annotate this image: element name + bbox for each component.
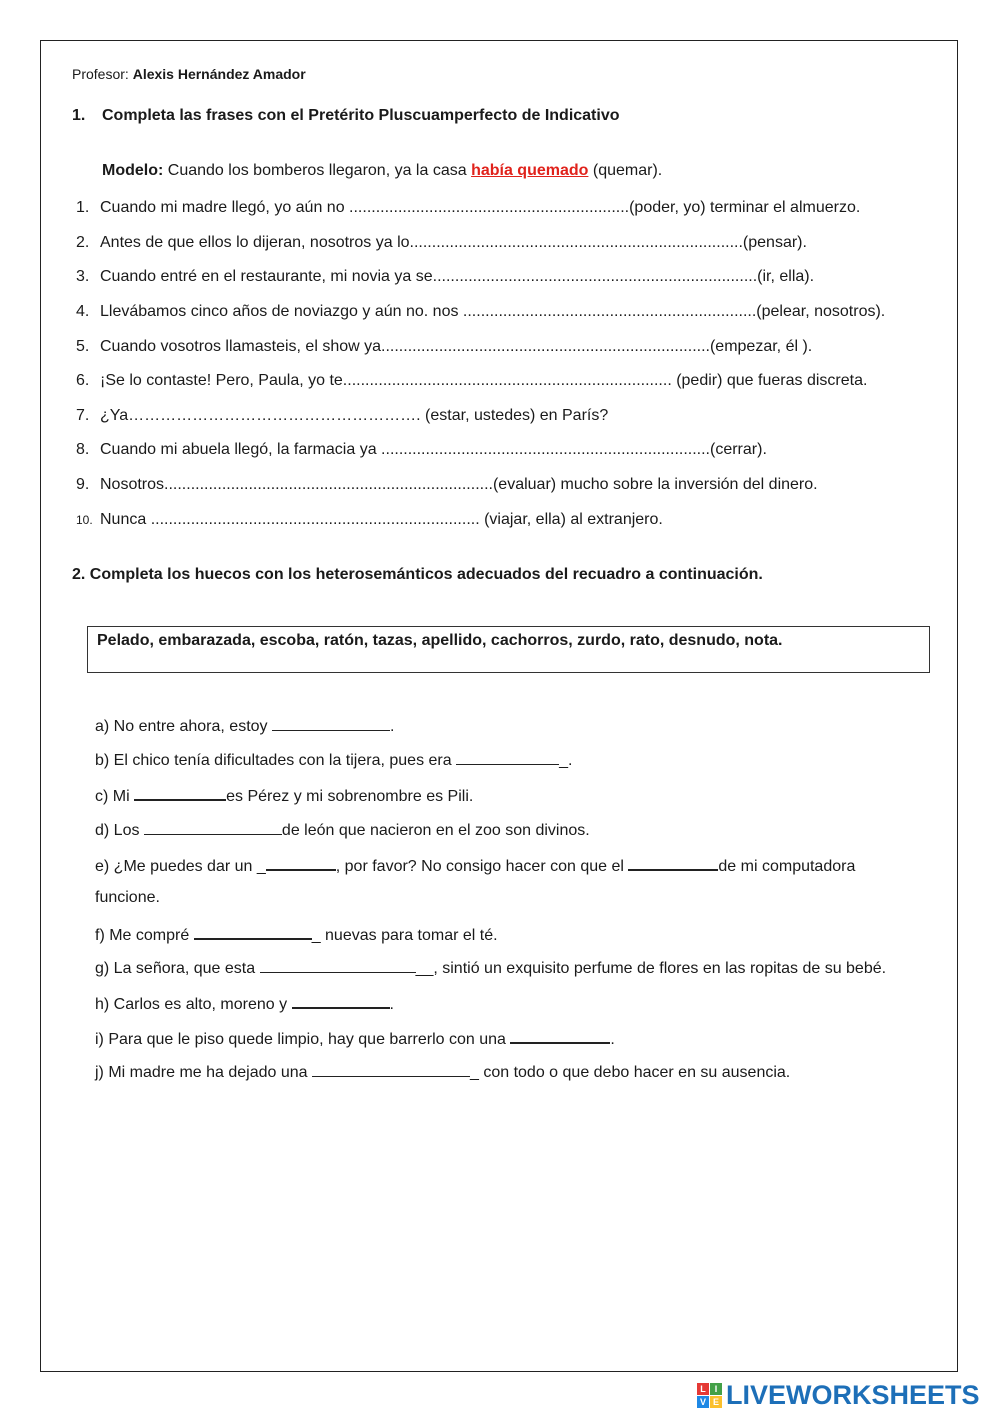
gap-text: _ con todo o que debo hacer en su ausencia. [470, 1064, 791, 1081]
gap-text: i) Para que le piso quede limpio, hay que barrerlo con una [95, 1031, 511, 1048]
exercise-item-2[interactable] [76, 234, 807, 252]
logo-mark-icon [697, 1383, 722, 1408]
answer-blank-g[interactable] [260, 958, 416, 973]
teacher-line [72, 66, 306, 82]
answer-blank-b[interactable] [456, 750, 559, 765]
gap-text: _ nuevas para tomar el té. [311, 927, 498, 944]
item-text: Llevábamos cinco años de noviazgo y aún no. nos ..................................................................(pelear, nosotros). [100, 303, 886, 320]
gap-sentence-e [95, 855, 855, 876]
logo-text: LIVEWORKSHEETS [726, 1379, 980, 1410]
model-answer: había quemado [471, 162, 589, 179]
exercise-item-3[interactable] [76, 268, 814, 286]
logo-letter: E [710, 1396, 722, 1408]
answer-blank-h[interactable] [292, 993, 390, 1009]
model-label: Modelo: [102, 162, 164, 179]
gap-sentence-f [95, 924, 498, 945]
gap-text: . [389, 996, 394, 1013]
gap-text: j) Mi madre me ha dejado una [95, 1064, 312, 1081]
word-bank-box [87, 626, 930, 673]
exercise-item-7[interactable] [76, 407, 608, 425]
logo-letter: I [710, 1383, 722, 1395]
gap-text: f) Me compré [95, 927, 194, 944]
item-text: Nosotros..........................................................................(evaluar) mucho sobre la inversión del dinero. [100, 476, 818, 493]
word-bank: Pelado, embarazada, escoba, ratón, tazas, apellido, cachorros, zurdo, rato, desnudo, nota. [97, 632, 783, 649]
liveworksheets-logo[interactable] [697, 1380, 992, 1410]
exercise-item-8[interactable] [76, 441, 767, 459]
item-number: 6. [76, 372, 90, 389]
exercise-item-5[interactable] [76, 338, 812, 356]
answer-blank-i[interactable] [510, 1028, 610, 1044]
item-number: 3. [76, 268, 90, 285]
gap-text: c) Mi [95, 788, 135, 805]
gap-text: d) Los [95, 822, 144, 839]
gap-text: h) Carlos es alto, moreno y [95, 996, 292, 1013]
gap-text: funcione. [95, 889, 160, 906]
item-number: 2. [76, 234, 90, 251]
answer-blank-d[interactable] [144, 820, 282, 835]
gap-text: e) ¿Me puedes dar un _ [95, 858, 266, 875]
model-after: (quemar). [588, 162, 663, 179]
section1-number: 1. [72, 107, 86, 124]
answer-blank-e2[interactable] [628, 855, 718, 871]
teacher-label: Profesor: [72, 66, 129, 82]
item-text: Cuando entré en el restaurante, mi novia ya se.........................................................................(ir, ella). [100, 268, 815, 285]
section1-heading [72, 107, 620, 125]
gap-text: de mi computadora [718, 858, 856, 875]
item-text: Cuando vosotros llamasteis, el show ya..........................................................................(empezar, él ). [100, 338, 813, 355]
logo-letter: V [697, 1396, 709, 1408]
gap-text: b) El chico tenía dificultades con la tijera, pues era [95, 752, 457, 769]
answer-blank-j[interactable] [312, 1062, 470, 1077]
exercise-item-4[interactable] [76, 303, 885, 321]
item-text: Cuando mi madre llegó, yo aún no ...............................................................(poder, yo) terminar el almuerzo. [100, 199, 861, 216]
gap-sentence-i [95, 1028, 615, 1049]
item-number: 9. [76, 476, 90, 493]
gap-sentence-g [95, 958, 886, 978]
answer-blank-e1[interactable] [266, 855, 336, 871]
gap-sentence-e-continued [95, 889, 160, 907]
gap-sentence-b [95, 750, 572, 770]
gap-text: . [610, 1031, 615, 1048]
model-before: Cuando los bomberos llegaron, ya la casa [163, 162, 472, 179]
item-number: 1. [76, 199, 90, 216]
gap-text: de león que nacieron en el zoo son divinos. [281, 822, 590, 839]
gap-text: g) La señora, que esta [95, 960, 260, 977]
gap-sentence-j [95, 1062, 790, 1082]
item-text: Nunca .......................................................................... (viajar, ella) al extranjero. [100, 511, 663, 528]
gap-text: . [389, 718, 395, 735]
exercise-item-10[interactable] [76, 511, 663, 529]
answer-blank-c[interactable] [134, 785, 226, 801]
item-text: Cuando mi abuela llegó, la farmacia ya ..........................................................................(cerrar). [100, 441, 767, 458]
section1-title: Completa las frases con el Pretérito Pluscuamperfecto de Indicativo [102, 107, 620, 124]
item-text: Antes de que ellos lo dijeran, nosotros ya lo...........................................................................(pensar). [100, 234, 807, 251]
section2-heading: 2. Completa los huecos con los heterosemánticos adecuados del recuadro a continuación. [72, 566, 763, 583]
gap-sentence-h [95, 993, 394, 1014]
item-number: 7. [76, 407, 90, 424]
exercise-item-1[interactable] [76, 199, 860, 217]
gap-text: es Pérez y mi sobrenombre es Pili. [226, 788, 474, 805]
model-sentence [102, 162, 662, 180]
gap-text: _. [559, 752, 573, 769]
teacher-name: Alexis Hernández Amador [132, 66, 306, 82]
item-number: 10. [76, 513, 93, 527]
exercise-item-9[interactable] [76, 476, 818, 494]
item-number: 4. [76, 303, 90, 320]
answer-blank-a[interactable] [272, 716, 390, 731]
answer-blank-f[interactable] [194, 924, 312, 940]
logo-letter: L [697, 1383, 709, 1395]
exercise-item-6[interactable] [76, 372, 867, 390]
gap-text: __, sintió un exquisito perfume de flores en las ropitas de su bebé. [415, 960, 887, 977]
gap-text: , por favor? No consigo hacer con que el [335, 858, 629, 875]
item-text: ¿Ya………………………………………………. (estar, ustedes) en París? [100, 407, 609, 424]
item-number: 5. [76, 338, 90, 355]
gap-sentence-c [95, 785, 473, 806]
item-number: 8. [76, 441, 90, 458]
gap-sentence-a [95, 716, 394, 736]
item-text: ¡Se lo contaste! Pero, Paula, yo te.......................................................................... (pedir) que fueras discreta. [100, 372, 868, 389]
gap-sentence-d [95, 820, 590, 840]
gap-text: a) No entre ahora, estoy [95, 718, 272, 735]
